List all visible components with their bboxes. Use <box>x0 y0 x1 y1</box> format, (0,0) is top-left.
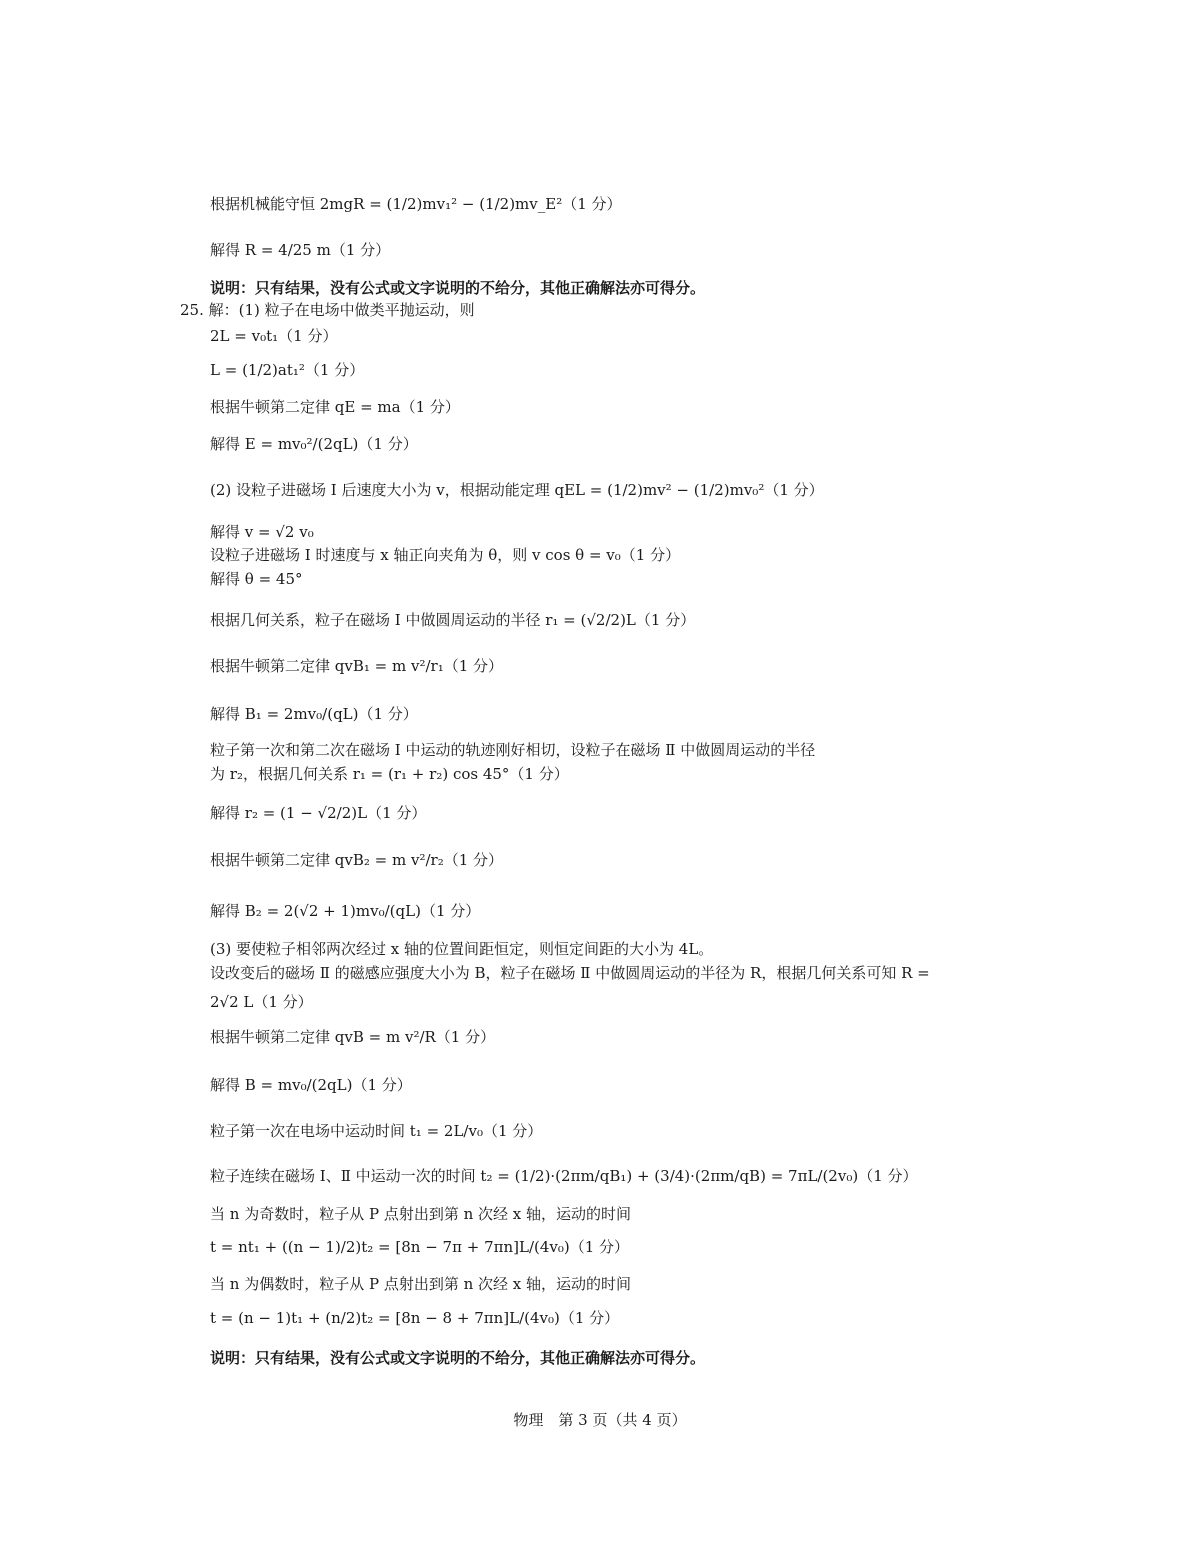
text-line: 根据几何关系，粒子在磁场 Ⅰ 中做圆周运动的半径 r₁ = (√2/2)L（1 分） <box>210 611 696 629</box>
text-line: 解得 v = √2 v₀ <box>210 523 314 541</box>
text-line: 解得 θ = 45° <box>210 570 303 588</box>
text-line: 根据牛顿第二定律 qvB₁ = m v²/r₁（1 分） <box>210 657 504 675</box>
text-line: 设改变后的磁场 Ⅱ 的磁感应强度大小为 B，粒子在磁场 Ⅱ 中做圆周运动的半径为 R，根据几何关系可知 R = <box>210 964 930 982</box>
text-line: 粒子连续在磁场 Ⅰ、Ⅱ 中运动一次的时间 t₂ = (1/2)·(2πm/qB₁) + (3/4)·(2πm/qB) = 7πL/(2v₀)（1 分） <box>210 1167 918 1185</box>
text-line: 当 n 为奇数时，粒子从 P 点射出到第 n 次经 x 轴，运动的时间 <box>210 1205 632 1223</box>
text-line: t = nt₁ + ((n − 1)/2)t₂ = [8n − 7π + 7πn]L/(4v₀)（1 分） <box>210 1238 630 1256</box>
text-line: 粒子第一次和第二次在磁场 Ⅰ 中运动的轨迹刚好相切，设粒子在磁场 Ⅱ 中做圆周运动的半径 <box>210 741 816 759</box>
text-line: t = (n − 1)t₁ + (n/2)t₂ = [8n − 8 + 7πn]L/(4v₀)（1 分） <box>210 1309 620 1327</box>
text-line: L = (1/2)at₁²（1 分） <box>210 361 365 379</box>
text-line: 解得 E = mv₀²/(2qL)（1 分） <box>210 435 418 453</box>
text-line: 根据牛顿第二定律 qvB₂ = m v²/r₂（1 分） <box>210 851 504 869</box>
text-line: 为 r₂，根据几何关系 r₁ = (r₁ + r₂) cos 45°（1 分） <box>210 765 569 783</box>
question-heading: 25. 解：(1) 粒子在电场中做类平抛运动，则 <box>180 301 475 319</box>
text-line: 粒子第一次在电场中运动时间 t₁ = 2L/v₀（1 分） <box>210 1122 543 1140</box>
page-footer: 物理 第 3 页（共 4 页） <box>513 1411 687 1429</box>
text-line: 解得 B₂ = 2(√2 + 1)mv₀/(qL)（1 分） <box>210 902 481 920</box>
text-line: (2) 设粒子进磁场 Ⅰ 后速度大小为 v，根据动能定理 qEL = (1/2)mv² − (1/2)mv₀²（1 分） <box>210 481 824 499</box>
text-line: 根据机械能守恒 2mgR = (1/2)mv₁² − (1/2)mv_E²（1 分） <box>210 195 622 213</box>
text-line: 根据牛顿第二定律 qvB = m v²/R（1 分） <box>210 1028 496 1046</box>
text-line: 2L = v₀t₁（1 分） <box>210 327 338 345</box>
text-line: 根据牛顿第二定律 qE = ma（1 分） <box>210 398 460 416</box>
text-line: 解得 r₂ = (1 − √2/2)L（1 分） <box>210 804 427 822</box>
text-line: 设粒子进磁场 Ⅰ 时速度与 x 轴正向夹角为 θ，则 v cos θ = v₀（1 分） <box>210 546 681 564</box>
text-line: 当 n 为偶数时，粒子从 P 点射出到第 n 次经 x 轴，运动的时间 <box>210 1275 632 1293</box>
text-line: 解得 R = 4/25 m（1 分） <box>210 241 391 259</box>
note-line: 说明：只有结果，没有公式或文字说明的不给分，其他正确解法亦可得分。 <box>210 1349 706 1367</box>
note-line: 说明：只有结果，没有公式或文字说明的不给分，其他正确解法亦可得分。 <box>210 279 706 297</box>
text-line: 2√2 L（1 分） <box>210 993 313 1011</box>
text-line: (3) 要使粒子相邻两次经过 x 轴的位置间距恒定，则恒定间距的大小为 4L。 <box>210 940 714 958</box>
text-line: 解得 B = mv₀/(2qL)（1 分） <box>210 1076 412 1094</box>
text-line: 解得 B₁ = 2mv₀/(qL)（1 分） <box>210 705 418 723</box>
